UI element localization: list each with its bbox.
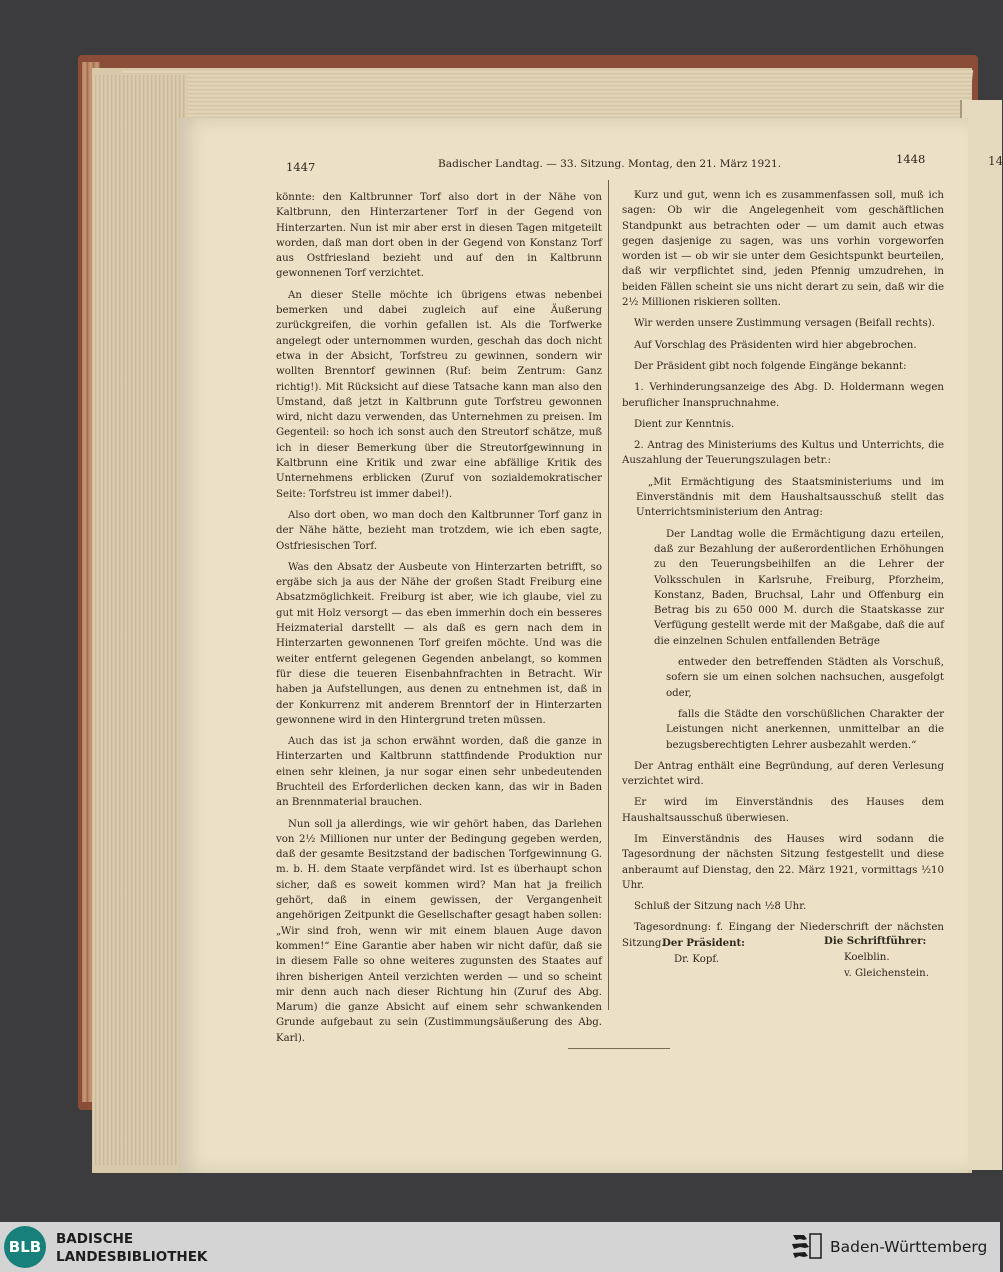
page-number-right: 1448 <box>896 152 926 166</box>
paragraph: An dieser Stelle möchte ich übrigens etwas nebenbei bemerken und dabei zugleich auf eine Äußerung zurückgreifen, die vorhin gefallen ist. Als die Torfwerke angelegt oder unternommen wurden, geschah das doch nicht etwa in der Absicht, Torfstreu zu gewinnen, sondern wir wollten Brenntorf gewinnen (Ruf: beim Zentrum: Ganz richtig!). Mit Rücksicht auf diese Tatsache kann man also den Umstand, daß jetzt in Kaltbrunn gute Torfstreu gewonnen wird, nicht dazu verwenden, das Unternehmen zu preisen. Im Gegenteil: so hoch ich sonst auch den Streutorf schätze, muß ich in dieser Bemerkung über die Streutorfgewinnung in Kaltbrunn eine Kritik und zwar eine abfällige Kritik des Unternehmens erblicken (Zuruf von sozialdemokratischer Seite: Torfstreu ist immer dabei!). <box>276 289 602 500</box>
paragraph: Kurz und gut, wenn ich es zusammenfassen soll, muß ich sagen: Ob wir die Angelegenheit vom geschäftlichen Standpunkt aus betrachten oder — um damit auch etwas gegen dasjenige zu sagen, was uns vorhin vorgeworfen worden ist — ob wir sie unter dem Gesichtspunkt beurteilen, daß wir verpflichtet sind, jeden Pfennig umzudrehen, in beiden Fällen scheint sie uns nicht derart zu sein, daß wir die 2½ Millionen riskieren sollten. <box>622 190 944 309</box>
paragraph: Der Antrag enthält eine Begründung, auf deren Verlesung verzichtet wird. <box>622 760 944 788</box>
page-stack-side <box>92 75 187 1165</box>
running-header: Badischer Landtag. — 33. Sitzung. Montag, den 21. März 1921. <box>438 158 782 170</box>
signature-title: Der Präsident: <box>662 937 745 949</box>
paragraph: Also dort oben, wo man doch den Kaltbrunner Torf ganz in der Nähe hätte, bezieht man trotzdem, wie ich eben sagte, Ostfriesischen Torf. <box>276 509 602 552</box>
paragraph: Schluß der Sitzung nach ½8 Uhr. <box>634 901 807 913</box>
quoted-paragraph: „Mit Ermächtigung des Staatsministeriums und im Einverständnis mit dem Haushaltsausschuß stellt das Unterrichtsministerium den Antrag: <box>636 476 944 519</box>
page-number-left: 1447 <box>286 160 316 174</box>
quoted-paragraph: Der Landtag wolle die Ermächtigung dazu erteilen, daß zur Bezahlung der außerordentlichen Erhöhungen zu den Teuerungsbeihilfen an die Lehrer der Volksschulen in Karlsruhe, Freiburg, Pforzheim, Konstanz, Baden, Bruchsal, Lahr und Offenburg ein Betrag bis zu 650 000 M. durch die Staatskasse zur Verfügung gestellt werde mit der Maßgabe, daß die auf die einzelnen Schulen entfallenden Beträge <box>654 528 944 647</box>
paragraph: Tagesordnung: f. Eingang der Niederschrift der nächsten Sitzung. <box>622 922 944 949</box>
signature-name: Dr. Kopf. <box>674 954 720 965</box>
blb-name-line1: BADISCHE <box>56 1231 134 1247</box>
left-column <box>276 190 602 1052</box>
signature-president <box>662 935 745 968</box>
paragraph: könnte: den Kaltbrunner Torf also dort in der Nähe von Kaltbrunn, den Hinterzartener Torf in der Gegend von Hinterzarten. Nun ist mir aber erst in diesen Tagen mitgeteilt worden, daß man dort oben in der Gegend von Konstanz Torf aus Ostfriesland bezieht und auf den in Kaltbrunn gewonnenen Torf verzichtet. <box>276 192 602 280</box>
paragraph: Auf Vorschlag des Präsidenten wird hier abgebrochen. <box>634 339 917 351</box>
paragraph: Im Einverständnis des Hauses wird sodann die Tagesordnung der nächsten Sitzung festgestellt und diese anberaumt auf Dienstag, den 22. März 1921, vormittags ½10 Uhr. <box>622 833 944 891</box>
paragraph: Der Präsident gibt noch folgende Eingänge bekannt: <box>634 360 907 372</box>
quoted-paragraph: entweder den betreffenden Städten als Vorschuß, sofern sie um einen solchen nachsuchen, ausgefolgt oder, <box>666 657 944 699</box>
paragraph: Nun soll ja allerdings, wie wir gehört haben, das Darlehen von 2½ Millionen nur unter der Bedingung gegeben werden, daß der gesamte Besitzstand der badischen Torfgewinnung G. m. b. H. dem Staate verpfändet wird. Ist es überhaupt schon sicher, daß es soweit kommen wird? Man hat ja freilich gehört, daß in einem gewissen, der Vergangenheit angehörigen Zeitpunkt die Gesellschafter gesagt haben sollen: „Wir sind froh, wenn wir mit einem blauen Auge davon kommen!“ Eine Garantie aber haben wir nicht dafür, daß sie in diesem Falle so ohne weiteres zugunsten des Staates auf ihren bisherigen Anteil verzichten werden — und so scheint mir denn auch nach dieser Richtung hin (Zuruf des Abg. Marum) die ganze Absicht auf einem sehr schwankenden Grunde aufgebaut zu sein (Zustimmungsäußerung des Abg. Karl). <box>276 818 602 1044</box>
state-name[interactable]: Baden-Württemberg <box>830 1238 988 1256</box>
right-column <box>622 188 944 957</box>
end-rule <box>568 1048 670 1049</box>
paragraph: 1. Verhinderungsanzeige des Abg. D. Holdermann wegen beruflicher Inanspruchnahme. <box>622 382 944 409</box>
paragraph: Wir werden unsere Zustimmung versagen (Beifall rechts). <box>634 318 935 330</box>
paragraph: Dient zur Kenntnis. <box>634 418 735 430</box>
paragraph: Was den Absatz der Ausbeute von Hinterzarten betrifft, so ergäbe sich ja aus der Nähe der großen Stadt Freiburg eine Absatzmöglichkeit. Freiburg ist aber, wie ich glaube, viel zu gut mit Holz versorgt — das eben immerhin doch ein besseres Heizmaterial darstellt — als daß es gern nach dem in Hinterzarten gewonnenen Torf greifen möchte. Und was die weiter entfernt gelegenen Gegenden anbelangt, so kommen für diese die teueren Eisenbahnfrachten in Betracht. Wir haben ja Aufstellungen, aus denen zu entnehmen ist, daß in der Konkurrenz mit anderem Brenntorf der in Hinterzarten gewonnene wird in den Hintergrund treten müssen. <box>276 561 602 726</box>
paragraph: Auch das ist ja schon erwähnt worden, daß die ganze in Hinterzarten und Kaltbrunn stattfindende Produktion nur einen sehr kleinen, ja nur sogar einen sehr unbedeutenden Bruchteil des Erforderlichen decken kann, das wir in Baden an Brennmaterial brauchen. <box>276 736 602 809</box>
paragraph: 2. Antrag des Ministeriums des Kultus und Unterrichts, die Auszahlung der Teuerungszulagen betr.: <box>622 440 944 467</box>
coat-of-arms-icon <box>790 1230 824 1264</box>
next-page-number: 14 <box>988 154 1003 168</box>
paragraph: Er wird im Einverständnis des Hauses dem Haushaltsausschuß überwiesen. <box>622 797 944 824</box>
signature-secretaries <box>824 933 929 982</box>
column-divider <box>608 180 609 1010</box>
blb-name[interactable] <box>56 1230 207 1266</box>
quoted-paragraph: falls die Städte den vorschüßlichen Charakter der Leistungen nicht anerkennen, unmittelbar an die bezugsberechtigten Lehrer ausbezahlt werden.“ <box>666 708 944 751</box>
signature-name: v. Gleichenstein. <box>844 968 929 979</box>
blb-logo[interactable]: BLB <box>4 1226 46 1268</box>
signature-name: Koelblin. <box>844 952 890 963</box>
signature-title: Die Schriftführer: <box>824 935 927 947</box>
blb-name-line2: LANDESBIBLIOTHEK <box>56 1249 208 1265</box>
